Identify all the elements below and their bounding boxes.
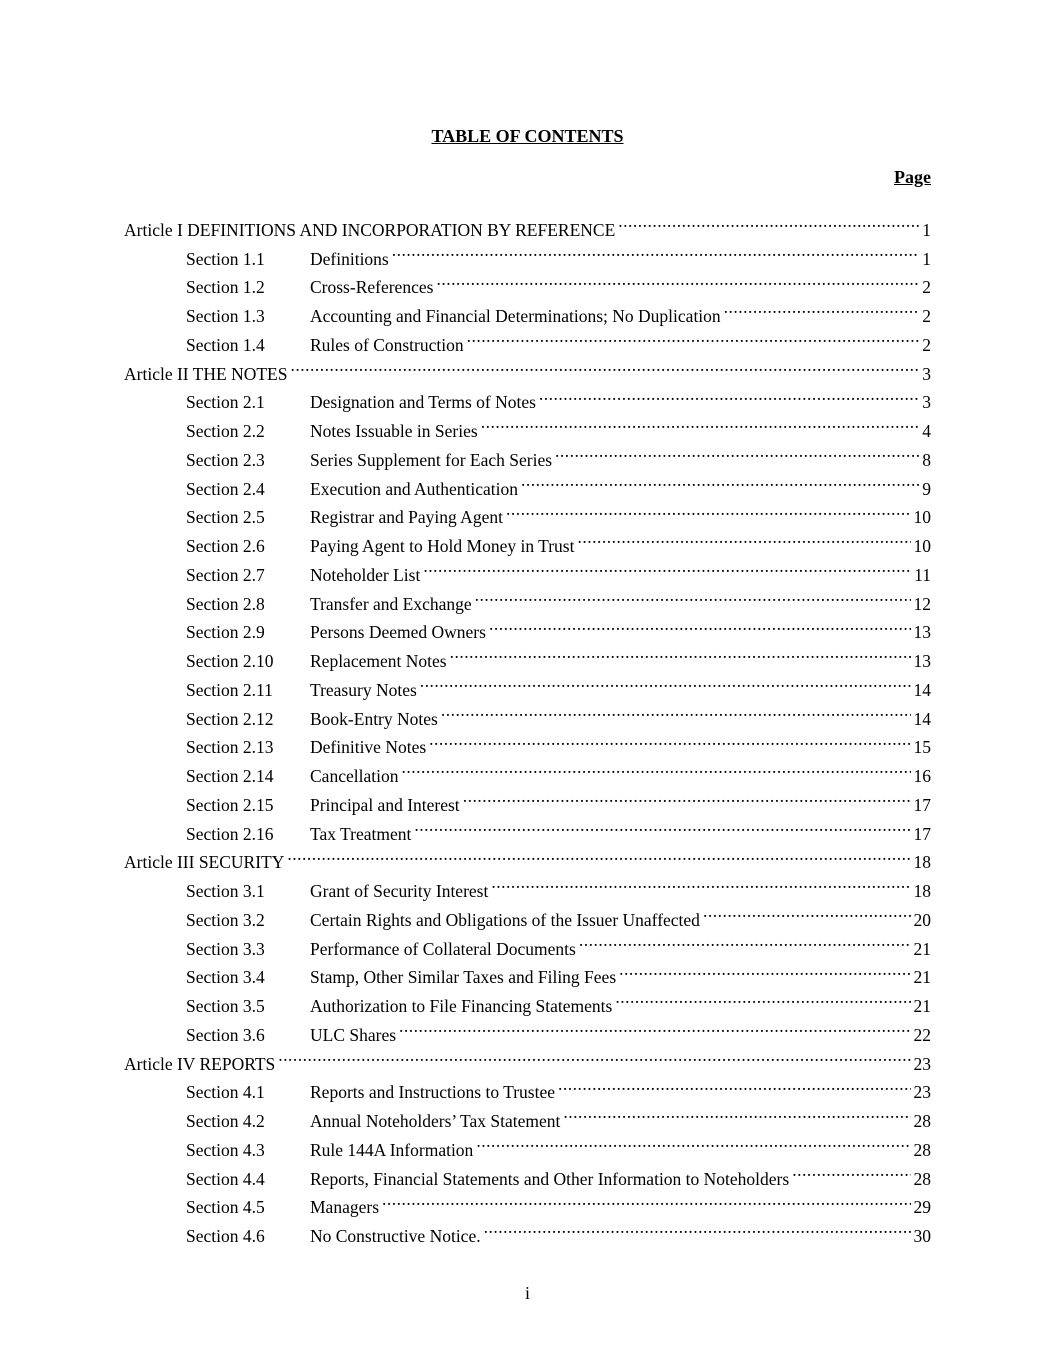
entry-label: Designation and Terms of Notes (310, 392, 536, 413)
entry-label: Transfer and Exchange (310, 593, 472, 614)
entry-label: Certain Rights and Obligations of the Issuer Unaffected (310, 909, 700, 930)
entry-page-number: 21 (913, 996, 931, 1016)
dot-leader (703, 897, 911, 926)
dot-leader (429, 725, 910, 754)
dot-leader (618, 207, 919, 236)
entry-label: Article I DEFINITIONS AND INCORPORATION BY REFERENCE (124, 219, 616, 240)
section-number: Section 2.7 (186, 564, 265, 585)
section-number: Section 4.6 (186, 1226, 265, 1246)
dot-leader (615, 983, 910, 1012)
entry-label: Execution and Authentication (310, 478, 519, 499)
dot-leader (423, 552, 911, 581)
section-number: Section 2.8 (186, 593, 265, 614)
toc-title: TABLE OF CONTENTS (431, 126, 624, 146)
entry-label: Cancellation (310, 766, 399, 786)
section-number: Section 3.4 (186, 967, 265, 988)
entry-page-number: 17 (913, 823, 931, 844)
entry-page-number: 14 (913, 708, 931, 729)
dot-leader (436, 265, 919, 294)
entry-page-number: 12 (913, 593, 931, 614)
entry-label: Cross-References (310, 277, 434, 298)
entry-label: Performance of Collateral Documents (310, 938, 576, 959)
table-of-contents (124, 207, 931, 1246)
section-number: Section 1.3 (186, 306, 265, 326)
dot-leader (506, 495, 911, 524)
dot-leader (558, 1070, 911, 1099)
section-number: Section 2.10 (186, 651, 274, 671)
entry-page-number: 30 (913, 1226, 931, 1246)
dot-leader (476, 1127, 910, 1156)
section-number: Section 2.12 (186, 708, 274, 729)
section-number: Section 4.5 (186, 1197, 265, 1218)
entry-page-number: 21 (913, 967, 931, 988)
entry-page-number: 3 (922, 392, 931, 413)
entry-page-number: 10 (913, 536, 931, 556)
entry-label: Reports and Instructions to Trustee (310, 1082, 555, 1103)
section-number: Section 2.9 (186, 622, 265, 643)
dot-leader (489, 610, 911, 639)
section-number: Section 2.14 (186, 766, 274, 786)
entry-label: Reports, Financial Statements and Other Information to Noteholders (310, 1168, 790, 1189)
entry-page-number: 2 (922, 334, 931, 355)
entry-page-number: 9 (922, 478, 931, 499)
dot-leader (484, 1213, 911, 1242)
dot-leader (382, 1185, 910, 1214)
entry-label: Managers (310, 1197, 380, 1218)
dot-leader (491, 868, 910, 897)
entry-page-number: 22 (913, 1024, 931, 1045)
entry-page-number: 23 (913, 1053, 931, 1074)
dot-leader (579, 926, 911, 955)
section-number: Section 3.1 (186, 881, 265, 901)
entry-page-number: 17 (913, 794, 931, 815)
toc-article-entry[interactable] (124, 207, 931, 240)
entry-label: Registrar and Paying Agent (310, 507, 503, 528)
section-number: Section 4.3 (186, 1139, 265, 1160)
section-number: Section 3.6 (186, 1024, 265, 1045)
entry-label: No Constructive Notice. (310, 1226, 481, 1246)
entry-label: Notes Issuable in Series (310, 421, 478, 441)
dot-leader (555, 437, 919, 466)
entry-page-number: 1 (922, 219, 931, 240)
entry-label: Persons Deemed Owners (310, 622, 486, 643)
section-number: Section 4.1 (186, 1082, 265, 1103)
entry-label: Paying Agent to Hold Money in Trust (310, 536, 575, 556)
entry-label: Rules of Construction (310, 334, 464, 355)
dot-leader (521, 466, 919, 495)
entry-label: Authorization to File Financing Statements (310, 996, 613, 1016)
entry-label: Accounting and Financial Determinations; No Duplication (310, 306, 721, 326)
entry-page-number: 20 (913, 909, 931, 930)
dot-leader (441, 696, 911, 725)
dot-leader (290, 351, 919, 380)
dot-leader (287, 840, 910, 869)
entry-label: Grant of Security Interest (310, 881, 489, 901)
section-number: Section 4.4 (186, 1168, 265, 1189)
dot-leader (399, 1012, 910, 1041)
dot-leader (577, 523, 910, 552)
dot-leader (539, 380, 919, 409)
section-number: Section 1.2 (186, 277, 265, 298)
entry-page-number: 11 (914, 564, 931, 585)
section-number: Section 2.16 (186, 823, 274, 844)
entry-page-number: 15 (913, 737, 931, 758)
entry-label: Article III SECURITY (124, 852, 285, 873)
dot-leader (392, 236, 920, 265)
entry-label: Book-Entry Notes (310, 708, 438, 729)
section-number: Section 4.2 (186, 1111, 265, 1131)
dot-leader (619, 955, 910, 984)
entry-label: Annual Noteholders’ Tax Statement (310, 1111, 561, 1131)
section-number: Section 2.13 (186, 737, 274, 758)
entry-label: ULC Shares (310, 1024, 397, 1045)
entry-page-number: 18 (913, 852, 931, 873)
entry-label: Tax Treatment (310, 823, 412, 844)
section-number: Section 2.6 (186, 536, 265, 556)
entry-page-number: 14 (913, 679, 931, 700)
dot-leader (450, 638, 911, 667)
section-number: Section 3.5 (186, 996, 265, 1016)
entry-page-number: 21 (913, 938, 931, 959)
entry-page-number: 1 (922, 248, 931, 269)
dot-leader (475, 581, 911, 610)
entry-page-number: 13 (913, 651, 931, 671)
dot-leader (467, 322, 920, 351)
section-number: Section 2.11 (186, 679, 273, 700)
dot-leader (724, 293, 920, 322)
entry-label: Definitive Notes (310, 737, 427, 758)
page-column-heading: Page (894, 167, 931, 187)
section-number: Section 3.2 (186, 909, 265, 930)
section-number: Section 1.4 (186, 334, 265, 355)
entry-page-number: 2 (922, 277, 931, 298)
entry-page-number: 3 (922, 363, 931, 384)
entry-label: Article II THE NOTES (124, 363, 288, 384)
dot-leader (463, 782, 911, 811)
entry-page-number: 2 (922, 306, 931, 326)
entry-page-number: 13 (913, 622, 931, 643)
section-number: Section 2.1 (186, 392, 265, 413)
entry-page-number: 18 (913, 881, 931, 901)
dot-leader (792, 1156, 910, 1185)
section-number: Section 1.1 (186, 248, 265, 269)
entry-page-number: 23 (913, 1082, 931, 1103)
entry-page-number: 29 (913, 1197, 931, 1218)
dot-leader (481, 408, 920, 437)
entry-page-number: 28 (913, 1139, 931, 1160)
dot-leader (278, 1041, 910, 1070)
entry-page-number: 16 (913, 766, 931, 786)
entry-label: Series Supplement for Each Series (310, 449, 553, 470)
page-number-footer: i (524, 1283, 530, 1303)
dot-leader (563, 1098, 910, 1127)
entry-label: Article IV REPORTS (124, 1053, 276, 1074)
section-number: Section 2.15 (186, 794, 274, 815)
entry-page-number: 10 (913, 507, 931, 528)
entry-label: Definitions (310, 248, 389, 269)
entry-label: Replacement Notes (310, 651, 447, 671)
entry-page-number: 8 (922, 449, 931, 470)
dot-leader (414, 811, 910, 840)
section-number: Section 2.3 (186, 449, 265, 470)
entry-label: Rule 144A Information (310, 1139, 474, 1160)
section-number: Section 2.5 (186, 507, 265, 528)
section-number: Section 2.2 (186, 421, 265, 441)
section-number: Section 2.4 (186, 478, 265, 499)
entry-label: Noteholder List (310, 564, 421, 585)
dot-leader (401, 753, 910, 782)
entry-page-number: 4 (922, 421, 931, 441)
entry-label: Treasury Notes (310, 679, 417, 700)
entry-label: Principal and Interest (310, 794, 460, 815)
entry-label: Stamp, Other Similar Taxes and Filing Fees (310, 967, 617, 988)
dot-leader (420, 667, 911, 696)
entry-page-number: 28 (913, 1111, 931, 1131)
section-number: Section 3.3 (186, 938, 265, 959)
entry-page-number: 28 (913, 1168, 931, 1189)
